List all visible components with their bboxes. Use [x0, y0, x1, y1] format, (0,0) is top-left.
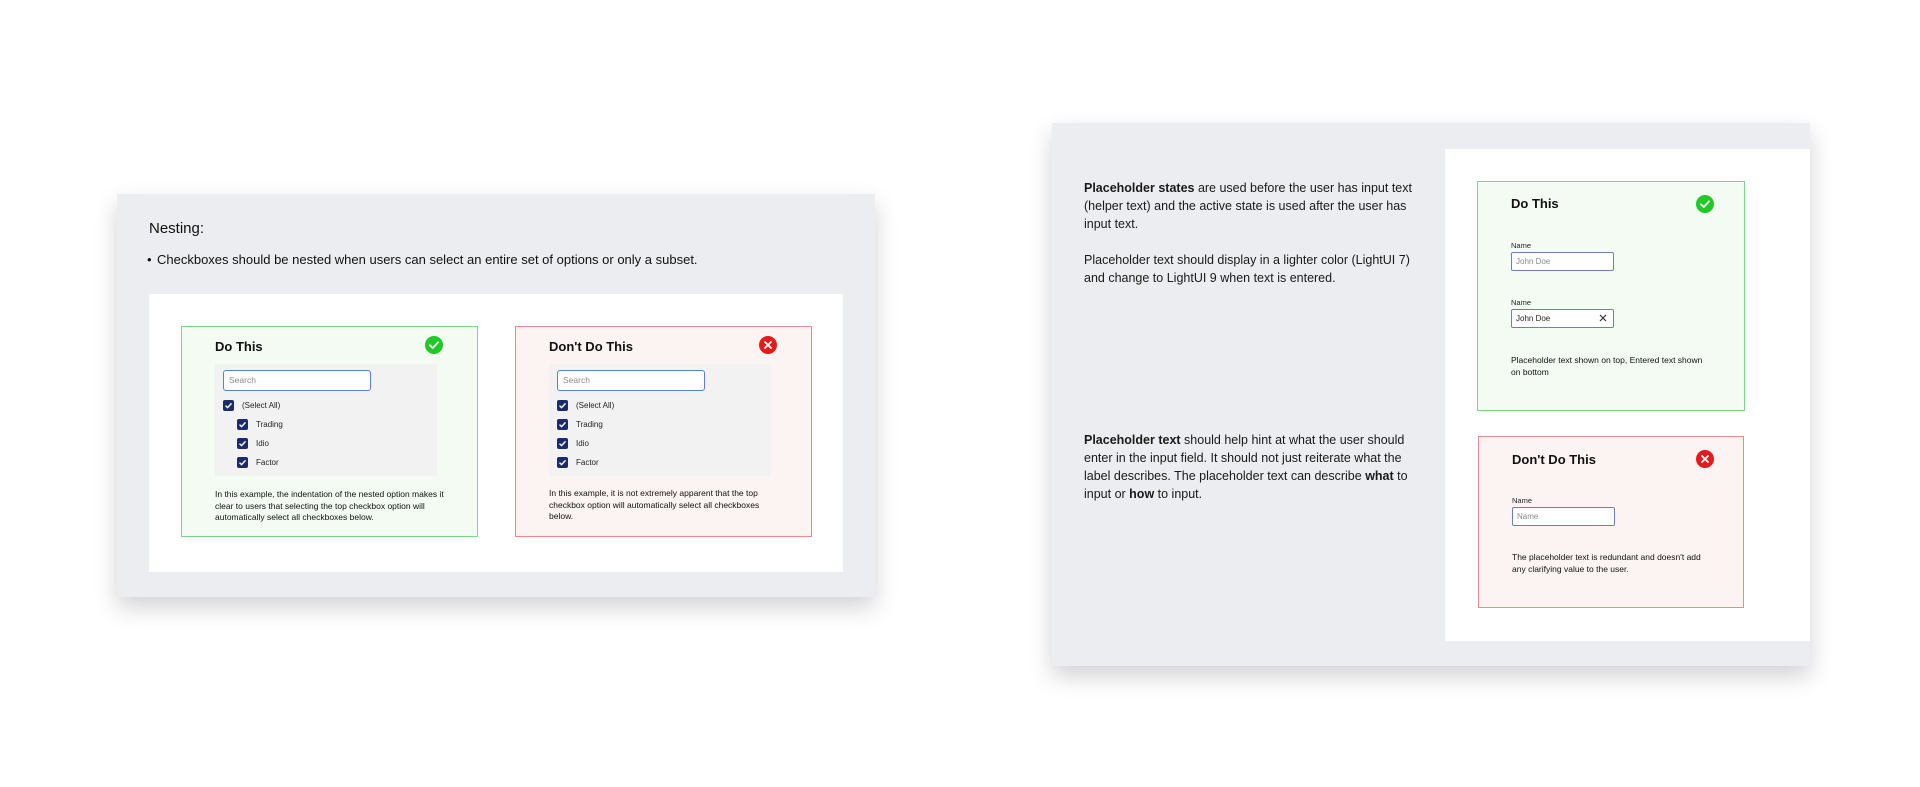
checkbox-label: Idio	[576, 438, 589, 448]
x-circle-icon	[1696, 450, 1714, 468]
name-input-filled[interactable]	[1511, 309, 1614, 328]
checkbox-label: Idio	[256, 438, 269, 448]
placeholder-do-title: Do This	[1511, 196, 1559, 211]
input-placeholder-text: John Doe	[1516, 257, 1551, 266]
search-input[interactable]: Search	[223, 370, 371, 391]
checkbox-checked-icon[interactable]	[237, 457, 248, 468]
placeholder-do-description: Placeholder text shown on top, Entered text shown on bottom	[1511, 355, 1703, 377]
placeholder-dont-title: Don't Do This	[1512, 452, 1596, 467]
check-circle-icon	[425, 336, 443, 354]
clear-icon[interactable]	[1598, 313, 1608, 325]
name-input-redundant[interactable]	[1512, 507, 1615, 526]
name-input-placeholder[interactable]	[1511, 252, 1614, 271]
filter-dropdown	[549, 364, 771, 476]
placeholder-dont-example	[1478, 436, 1744, 608]
nesting-do-title: Do This	[215, 339, 263, 354]
search-input[interactable]: Search	[557, 370, 705, 391]
checkbox-factor[interactable]	[557, 456, 599, 468]
checkbox-factor[interactable]	[237, 456, 279, 468]
nesting-dont-title: Don't Do This	[549, 339, 633, 354]
checkbox-checked-icon[interactable]	[557, 438, 568, 449]
checkbox-select-all[interactable]	[223, 399, 280, 411]
checkbox-checked-icon[interactable]	[237, 438, 248, 449]
x-circle-icon	[759, 336, 777, 354]
placeholder-dont-description: The placeholder text is redundant and doesn't add any clarifying value to the user.	[1512, 552, 1701, 574]
placeholder-states-paragraph	[1084, 179, 1429, 233]
checkbox-trading[interactable]	[237, 418, 283, 430]
checkbox-trading[interactable]	[557, 418, 603, 430]
name-label: Name	[1512, 496, 1533, 505]
placeholder-states-bold: Placeholder states	[1084, 181, 1195, 195]
checkbox-label: (Select All)	[242, 400, 281, 410]
checkbox-label: (Select All)	[576, 400, 615, 410]
nesting-title: Nesting:	[149, 220, 205, 237]
checkbox-checked-icon[interactable]	[237, 419, 248, 430]
name-label: Name	[1511, 241, 1532, 250]
nesting-examples-panel	[149, 294, 843, 572]
checkbox-label: Trading	[256, 419, 283, 429]
checkbox-checked-icon[interactable]	[557, 400, 568, 411]
nesting-do-example	[181, 326, 478, 537]
hint-end: to input.	[1154, 487, 1203, 501]
placeholder-card	[1052, 123, 1810, 666]
nesting-do-description: In this example, the indentation of the nested option makes it clear to users that selecting the top checkbox option will automatically select all checkboxes below.	[215, 489, 444, 522]
placeholder-do-example	[1477, 181, 1745, 411]
checkbox-label: Trading	[576, 419, 603, 429]
bullet-dot: •	[147, 252, 152, 267]
nesting-card	[117, 194, 875, 597]
placeholder-states-text: are used before the user has input text (helper text) and the active state is used after the user has input text.	[1084, 181, 1412, 231]
nesting-dont-example	[515, 326, 812, 537]
nesting-bullet-text: Checkboxes should be nested when users can select an entire set of options or only a subset.	[157, 252, 698, 267]
checkbox-label: Factor	[256, 457, 279, 467]
hint-to: to input or	[1084, 469, 1408, 501]
checkbox-label: Factor	[576, 457, 599, 467]
input-placeholder-text: Name	[1517, 512, 1539, 521]
checkbox-idio[interactable]	[237, 437, 269, 449]
checkbox-checked-icon[interactable]	[557, 419, 568, 430]
filter-dropdown	[215, 364, 437, 476]
nesting-bullet	[147, 252, 698, 267]
hint-how: how	[1129, 487, 1155, 501]
checkbox-idio[interactable]	[557, 437, 589, 449]
placeholder-hint-text: should help hint at what the user should enter in the input field. It should not just reiterate what the label describes. The placeholder text can describe	[1084, 433, 1405, 483]
checkbox-checked-icon[interactable]	[557, 457, 568, 468]
placeholder-hint-paragraph	[1084, 431, 1429, 503]
input-value-text: John Doe	[1516, 314, 1551, 323]
checkbox-checked-icon[interactable]	[223, 400, 234, 411]
placeholder-color-paragraph: Placeholder text should display in a lighter color (LightUI 7) and change to LightUI 9 when text is entered.	[1084, 253, 1410, 285]
name-label: Name	[1511, 298, 1532, 307]
placeholder-hint-bold: Placeholder text	[1084, 433, 1181, 447]
nesting-dont-description: In this example, it is not extremely apparent that the top checkbox option will automatically select all checkboxes below.	[549, 488, 760, 521]
placeholder-examples-panel	[1445, 149, 1810, 641]
hint-what: what	[1365, 469, 1394, 483]
check-circle-icon	[1696, 195, 1714, 213]
checkbox-select-all[interactable]	[557, 399, 614, 411]
